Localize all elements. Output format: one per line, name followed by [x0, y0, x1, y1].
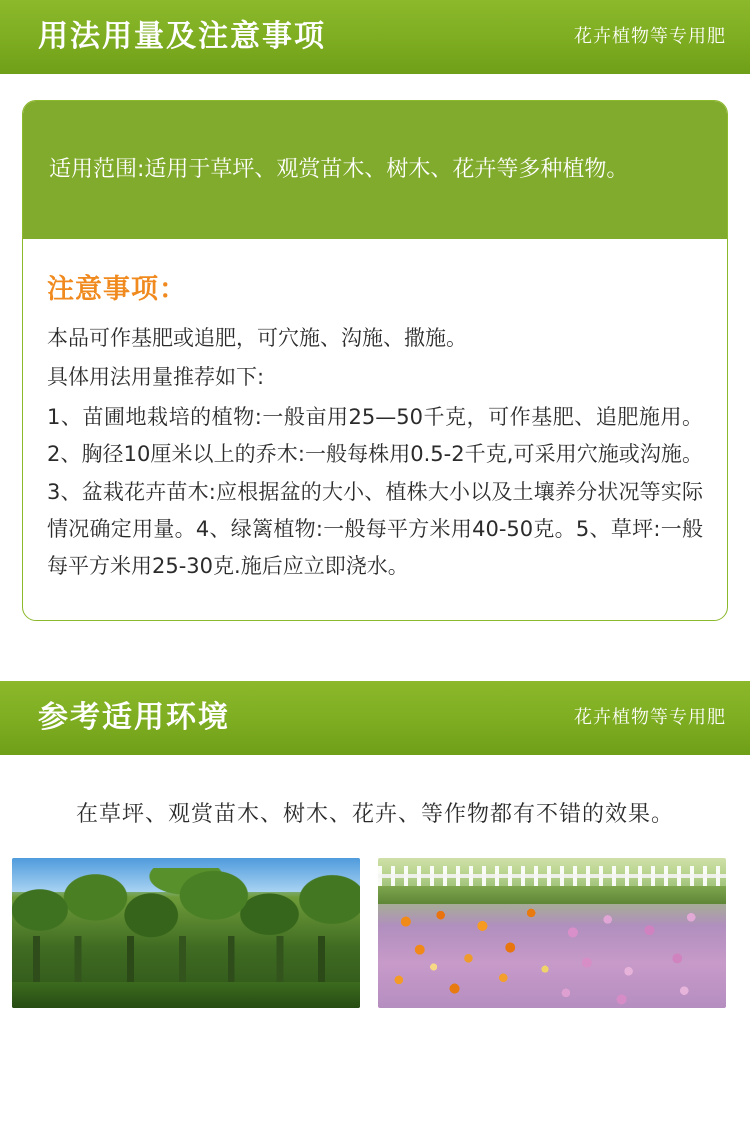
- usage-card: [22, 100, 728, 621]
- environment-photo-row: [0, 858, 750, 1008]
- usage-section-header: [0, 0, 750, 74]
- environment-caption: 在草坪、观赏苗木、树木、花卉、等作物都有不错的效果。: [75, 801, 674, 827]
- environment-section-title: 参考适用环境: [38, 699, 230, 735]
- photo-flower-field: [378, 858, 726, 1008]
- environment-section-subtitle: 花卉植物等专用肥: [574, 706, 726, 728]
- scope-band: [23, 101, 727, 239]
- section-divider-space: [0, 621, 750, 681]
- photo-flower-blooms: [378, 900, 726, 1008]
- photo-flower-fence-rail: [378, 874, 726, 878]
- notice-title: 注意事项：: [47, 274, 187, 305]
- photo-trees-ground: [12, 982, 360, 1008]
- notice-body: [23, 239, 727, 620]
- photo-trees: [12, 858, 360, 1008]
- notice-line-2: 具体用法用量推荐如下:: [47, 365, 265, 390]
- scope-text: 适用范围:适用于草坪、观赏苗木、树木、花卉等多种植物。: [49, 157, 629, 183]
- usage-section-title: 用法用量及注意事项: [38, 19, 326, 54]
- environment-section-header: [0, 681, 750, 755]
- notice-paragraph: 1、苗圃地栽培的植物:一般亩用25—50千克，可作基肥、追肥施用。2、胸径10厘米以上的乔木:一般每株用0.5-2千克,可采用穴施或沟施。3、盆栽花卉苗木:应根据盆的大小、植株大小以及土壤养分状况等实际情况确定用量。4、绿篱植物:一般每平方米用40-50克。5、草坪:一般每平方米用25-30克.施后应立即浇水。: [47, 404, 703, 579]
- usage-card-wrapper: [0, 74, 750, 621]
- notice-line-1: 本品可作基肥或追肥，可穴施、沟施、撒施。: [47, 326, 467, 350]
- usage-section-subtitle: 花卉植物等专用肥: [574, 26, 726, 47]
